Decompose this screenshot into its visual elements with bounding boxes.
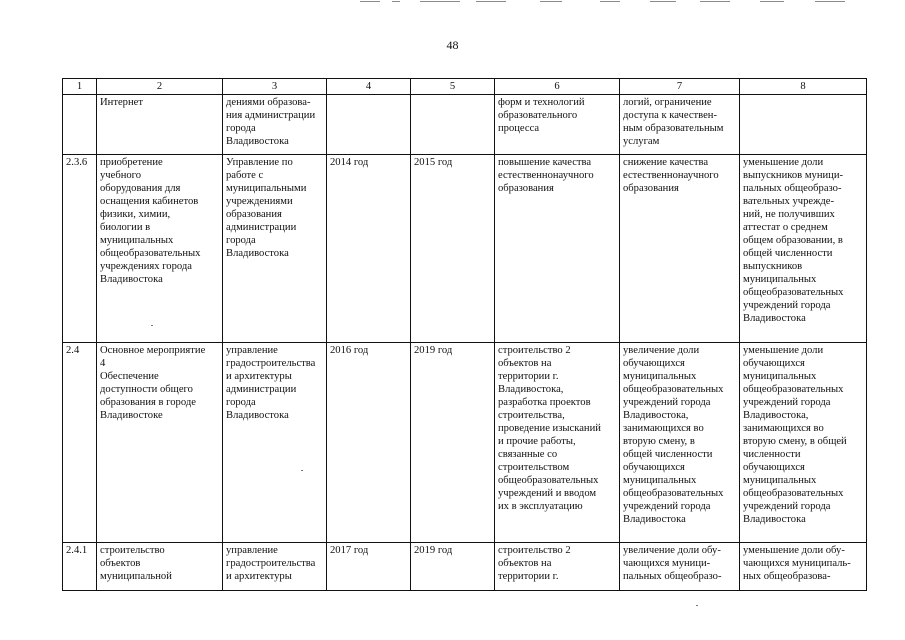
plan-table <box>62 78 867 591</box>
cell-text-line: и архитектуры <box>226 371 292 382</box>
end-year-cell <box>411 155 495 343</box>
cell-text-line: 2.3.6 <box>66 157 88 168</box>
cell-text-line: учреждений города <box>743 300 831 311</box>
cell-text-line: пальных общеобразо- <box>743 183 842 194</box>
cell-text-line: Владивостока <box>623 514 686 525</box>
column-number: 4 <box>327 79 411 95</box>
cell-text-line: доступа к качествен- <box>623 110 717 121</box>
column-number: 6 <box>495 79 620 95</box>
cell-text-line: Обеспечение <box>100 371 159 382</box>
cell-text-line: образования <box>498 183 554 194</box>
cell-text-line: проведение изысканий <box>498 423 601 434</box>
cell-text-line: учебного <box>100 170 142 181</box>
end-year-cell <box>411 95 495 155</box>
cell-text-line: чающихся муниципаль- <box>743 558 851 569</box>
cell-text-line: управление <box>226 345 278 356</box>
cell-text-line: услугам <box>623 136 660 147</box>
cell-text-line: учреждений города <box>623 501 711 512</box>
cell-text-line: строительство <box>100 545 165 556</box>
cell-text-line: учреждений и вводом <box>498 488 597 499</box>
cell-text-line: Владивостока, <box>498 384 564 395</box>
cell-text-line: города <box>226 235 256 246</box>
cell-text-line: обучающихся <box>743 462 805 473</box>
page-number: 48 <box>446 38 459 52</box>
column-number: 3 <box>223 79 327 95</box>
activity-name-cell <box>97 95 223 155</box>
cell-text-line: строительством <box>498 462 570 473</box>
cell-text-line: чающихся муници- <box>623 558 711 569</box>
row-number-cell <box>63 343 97 543</box>
cell-text-line: общей численности <box>743 248 833 259</box>
cell-text-line: муниципальными <box>226 183 307 194</box>
cell-text-line: обучающихся <box>623 358 685 369</box>
scan-speck <box>301 470 303 471</box>
cell-text-line: увеличение доли обу- <box>623 545 721 556</box>
cell-text-line: 2016 год <box>330 345 369 356</box>
cell-text-line: градостроительства <box>226 558 316 569</box>
risk-of-non-implementation-cell <box>620 95 740 155</box>
cell-text-line: образовательного <box>498 110 578 121</box>
cell-text-line: муниципальных <box>743 274 817 285</box>
cell-text-line: Владивостока <box>743 514 806 525</box>
cell-text-line: администрации <box>226 222 297 233</box>
risk-of-non-implementation-cell <box>620 155 740 343</box>
cell-text-line: общеобразовательных <box>100 248 201 259</box>
cell-text-line: естественнонаучного <box>623 170 719 181</box>
cell-text-line: процесса <box>498 123 540 134</box>
cell-text-line: 2015 год <box>414 157 453 168</box>
cell-text-line: разработка проектов <box>498 397 591 408</box>
cell-text-line: приобретение <box>100 157 163 168</box>
row-number-cell <box>63 543 97 591</box>
cell-text-line: связанные со <box>498 449 558 460</box>
cell-text-line: занимающихся во <box>623 423 704 434</box>
cell-text-line: вторую смену, в общей <box>743 436 847 447</box>
scan-speck <box>151 325 153 326</box>
cell-text-line: вторую смену, в <box>623 436 695 447</box>
cell-text-line: и архитектуры <box>226 571 292 582</box>
cell-text-line: снижение качества <box>623 157 709 168</box>
end-year-cell <box>411 543 495 591</box>
cell-text-line: объектов <box>100 558 141 569</box>
activity-name-cell <box>97 155 223 343</box>
cell-text-line: учреждений города <box>743 397 831 408</box>
cell-text-line: ных общеобразова- <box>743 571 831 582</box>
expected-result-cell <box>495 95 620 155</box>
cell-text-line: повышение качества <box>498 157 592 168</box>
cell-text-line: Владивостоке <box>100 410 163 421</box>
cell-text-line: вательных учрежде- <box>743 196 835 207</box>
cell-text-line: Владивостока, <box>743 410 809 421</box>
column-number: 7 <box>620 79 740 95</box>
risk-of-non-implementation-cell <box>620 343 740 543</box>
cell-text-line: 2014 год <box>330 157 369 168</box>
responsible-executor-cell <box>223 155 327 343</box>
cell-text-line: муниципальных <box>743 371 817 382</box>
cell-text-line: обучающихся <box>623 462 685 473</box>
related-indicator-cell <box>740 543 867 591</box>
cell-text-line: 2019 год <box>414 345 453 356</box>
responsible-executor-cell <box>223 543 327 591</box>
activity-name-cell <box>97 543 223 591</box>
start-year-cell <box>327 155 411 343</box>
cell-text-line: учреждениях города <box>100 261 192 272</box>
expected-result-cell <box>495 155 620 343</box>
cell-text-line: муниципальной <box>100 571 172 582</box>
cell-text-line: администрации <box>226 384 297 395</box>
cell-text-line: выпускников муници- <box>743 170 844 181</box>
cell-text-line: дениями образова- <box>226 97 311 108</box>
cell-text-line: общеобразовательных <box>623 384 724 395</box>
cell-text-line: объектов на <box>498 358 552 369</box>
cell-text-line: оборудования для <box>100 183 181 194</box>
cell-text-line: управление <box>226 545 278 556</box>
cell-text-line: общей численности <box>623 449 713 460</box>
cell-text-line: города <box>226 123 256 134</box>
cell-text-line: естественнонаучного <box>498 170 594 181</box>
cell-text-line: ния администрации <box>226 110 316 121</box>
cell-text-line: оснащения кабинетов <box>100 196 199 207</box>
related-indicator-cell <box>740 155 867 343</box>
cell-text-line: Владивостока <box>226 410 289 421</box>
cell-text-line: уменьшение доли <box>743 345 824 356</box>
start-year-cell <box>327 95 411 155</box>
cell-text-line: муниципальных <box>623 475 697 486</box>
cell-text-line: доступности общего <box>100 384 193 395</box>
cell-text-line: Владивостока <box>743 313 806 324</box>
cell-text-line: территории г. <box>498 571 559 582</box>
cell-text-line: Владивостока <box>226 136 289 147</box>
start-year-cell <box>327 343 411 543</box>
cell-text-line: их в эксплуатацию <box>498 501 583 512</box>
cell-text-line: физики, химии, <box>100 209 171 220</box>
cell-text-line: увеличение доли <box>623 345 700 356</box>
cell-text-line: 2017 год <box>330 545 369 556</box>
activity-name-cell <box>97 343 223 543</box>
cell-text-line: уменьшение доли <box>743 157 824 168</box>
row-number-cell <box>63 155 97 343</box>
cell-text-line: 2019 год <box>414 545 453 556</box>
table-row <box>63 95 867 155</box>
cell-text-line: 2.4.1 <box>66 545 88 556</box>
cell-text-line: общеобразовательных <box>623 488 724 499</box>
table-row <box>63 543 867 591</box>
cell-text-line: биологии в <box>100 222 151 233</box>
cell-text-line: численности <box>743 449 801 460</box>
column-number: 2 <box>97 79 223 95</box>
cell-text-line: и прочие работы, <box>498 436 576 447</box>
column-number: 1 <box>63 79 97 95</box>
cell-text-line: общеобразовательных <box>743 384 844 395</box>
cell-text-line: учреждениями <box>226 196 293 207</box>
cell-text-line: пальных общеобразо- <box>623 571 722 582</box>
cell-text-line: Основное мероприятие <box>100 345 206 356</box>
cell-text-line: ным образовательным <box>623 123 724 134</box>
cell-text-line: учреждений города <box>743 501 831 512</box>
cell-text-line: территории г. <box>498 371 559 382</box>
cell-text-line: логий, ограничение <box>623 97 712 108</box>
related-indicator-cell <box>740 343 867 543</box>
end-year-cell <box>411 343 495 543</box>
cell-text-line: общеобразовательных <box>498 475 599 486</box>
cell-text-line: Владивостока <box>100 274 163 285</box>
table-row <box>63 343 867 543</box>
cell-text-line: муниципальных <box>100 235 174 246</box>
responsible-executor-cell <box>223 95 327 155</box>
cell-text-line: образования <box>623 183 679 194</box>
cell-text-line: строительства, <box>498 410 565 421</box>
cell-text-line: обучающихся <box>743 358 805 369</box>
cell-text-line: образования <box>226 209 282 220</box>
cell-text-line: форм и технологий <box>498 97 585 108</box>
cell-text-line: строительство 2 <box>498 345 571 356</box>
cell-text-line: Владивостока <box>226 248 289 259</box>
responsible-executor-cell <box>223 343 327 543</box>
cell-text-line: занимающихся во <box>743 423 824 434</box>
cell-text-line: Управление по <box>226 157 293 168</box>
cell-text-line: объектов на <box>498 558 552 569</box>
related-indicator-cell <box>740 95 867 155</box>
cell-text-line: ний, не получивших <box>743 209 835 220</box>
cell-text-line: 4 <box>100 358 106 369</box>
cell-text-line: выпускников <box>743 261 803 272</box>
cell-text-line: 2.4 <box>66 345 80 356</box>
cell-text-line: уменьшение доли обу- <box>743 545 845 556</box>
cell-text-line: муниципальных <box>623 371 697 382</box>
expected-result-cell <box>495 543 620 591</box>
top-scan-rule <box>0 0 905 6</box>
cell-text-line: Владивостока, <box>623 410 689 421</box>
row-number-cell <box>63 95 97 155</box>
cell-text-line: работе с <box>226 170 264 181</box>
risk-of-non-implementation-cell <box>620 543 740 591</box>
cell-text-line: общеобразовательных <box>743 488 844 499</box>
table-row <box>63 155 867 343</box>
cell-text-line: общем образовании, в <box>743 235 843 246</box>
column-number: 5 <box>411 79 495 95</box>
column-number: 8 <box>740 79 867 95</box>
cell-text-line: образования в городе <box>100 397 196 408</box>
cell-text-line: общеобразовательных <box>743 287 844 298</box>
cell-text-line: города <box>226 397 256 408</box>
start-year-cell <box>327 543 411 591</box>
cell-text-line: муниципальных <box>743 475 817 486</box>
cell-text-line: аттестат о среднем <box>743 222 828 233</box>
cell-text-line: Интернет <box>100 97 143 108</box>
expected-result-cell <box>495 343 620 543</box>
cell-text-line: строительство 2 <box>498 545 571 556</box>
cell-text-line: градостроительства <box>226 358 316 369</box>
column-number-row <box>63 79 867 95</box>
cell-text-line: учреждений города <box>623 397 711 408</box>
scan-speck <box>696 605 698 606</box>
